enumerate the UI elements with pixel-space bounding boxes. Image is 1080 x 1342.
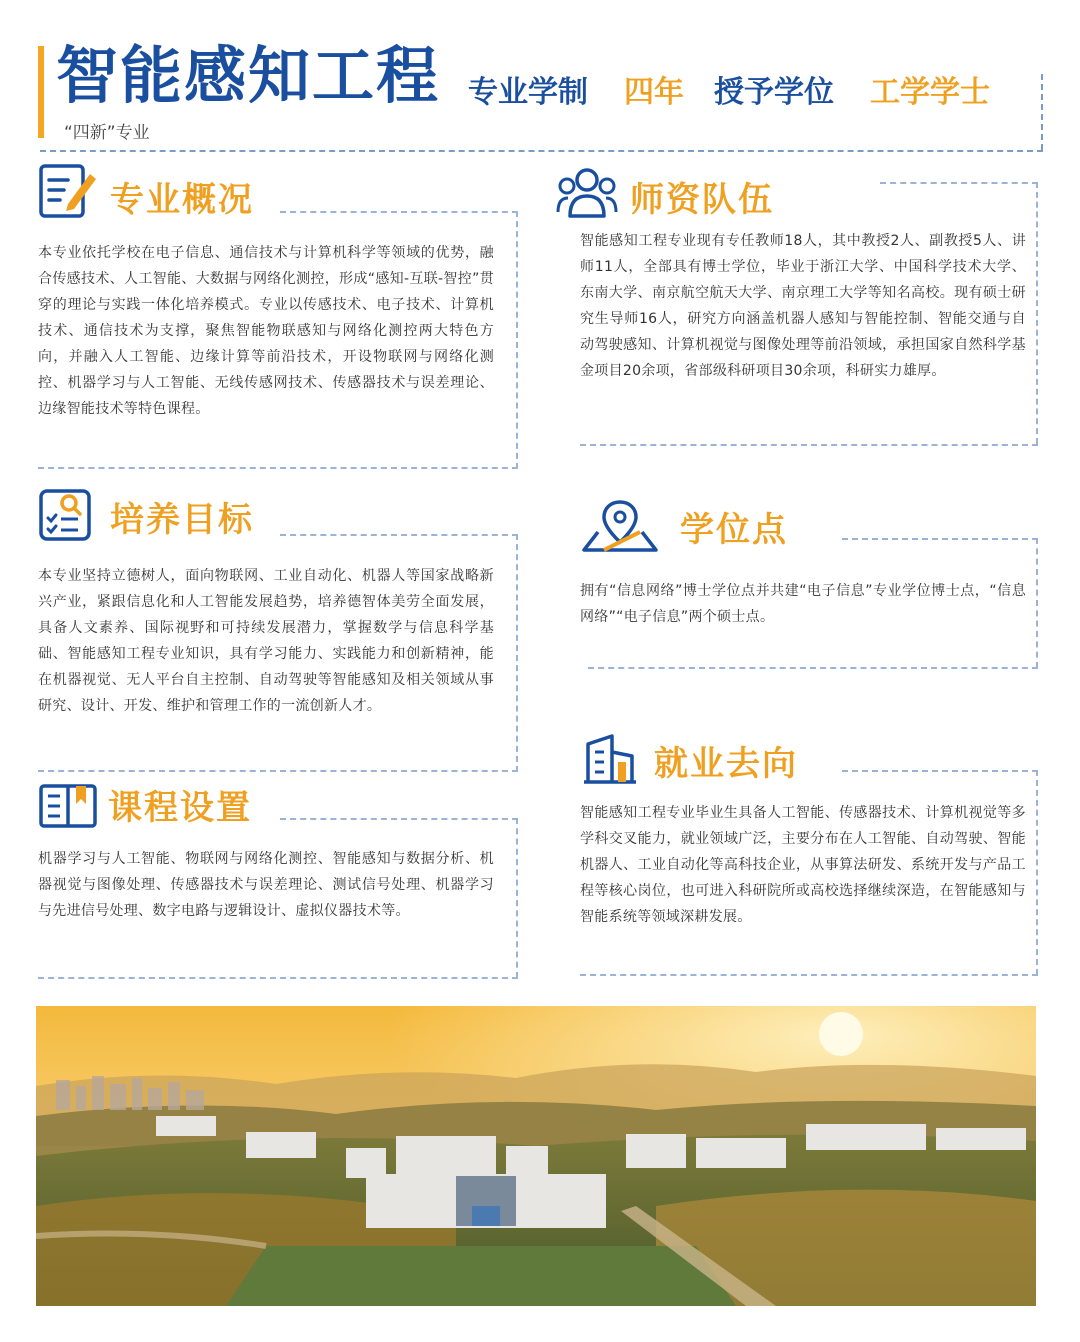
overview-border-right xyxy=(516,211,518,469)
goals-border-bottom xyxy=(38,770,518,772)
search-checklist-icon xyxy=(38,488,94,544)
faculty-border-bottom xyxy=(580,444,1038,446)
header-divider xyxy=(40,150,1043,152)
building-icon xyxy=(582,730,638,786)
courses-border-bottom xyxy=(38,977,518,979)
faculty-border-right xyxy=(1036,182,1038,444)
duration-label: 专业学制 xyxy=(468,75,588,110)
overview-border-bottom xyxy=(38,467,518,469)
degree-points-body: 拥有“信息网络”博士学位点并共建“电子信息”专业学位博士点，“信息网络”“电子信息”两个硕士点。 xyxy=(580,583,1026,625)
degree-label: 授予学位 xyxy=(714,75,834,110)
open-book-icon xyxy=(38,782,98,830)
faculty-body: 智能感知工程专业现有专任教师18人，其中教授2人、副教授5人、讲师11人，全部具有博士学位，毕业于浙江大学、中国科学技术大学、东南大学、南京航空航天大学、南京理工大学等知名高校。现有硕士研究生导师16人，研究方向涵盖机器人感知与智能控制、智能交通与自动驾驶感知、计算机视觉与图像处理等前沿领域，承担国家自然科学基金项目20余项，省部级科研项目30余项，科研实力雄厚。 xyxy=(580,233,1026,379)
careers-border-bottom xyxy=(580,974,1038,976)
goals-border-right xyxy=(516,534,518,772)
degree-points-title: 学位点 xyxy=(680,510,788,550)
degree-points-border-right xyxy=(1036,538,1038,668)
courses-divider xyxy=(280,818,518,820)
faculty-title: 师资队伍 xyxy=(630,180,774,220)
people-group-icon xyxy=(556,166,618,220)
courses-body: 机器学习与人工智能、物联网与网络化测控、智能感知与数据分析、机器视觉与图像处理、传感器技术与误差理论、测试信号处理、机器学习与先进信号处理、数字电路与逻辑设计、虚拟仪器技术等。 xyxy=(38,851,494,919)
overview-title: 专业概况 xyxy=(110,180,254,220)
title-accent-bar xyxy=(38,46,44,138)
degree-points-border-bottom xyxy=(588,667,1038,669)
overview-body: 本专业依托学校在电子信息、通信技术与计算机科学等领域的优势，融合传感技术、人工智能、大数据与网络化测控，形成“感知-互联-智控”贯穿的理论与实践一体化培养模式。专业以传感技术、电子技术、计算机技术、通信技术为支撑，聚焦智能物联感知与网络化测控两大特色方向，并融入人工智能、边缘计算等前沿技术，开设物联网与网络化测控、机器学习与人工智能、无线传感网技术、传感器技术与误差理论、边缘智能技术等特色课程。 xyxy=(38,245,494,417)
goals-body: 本专业坚持立德树人，面向物联网、工业自动化、机器人等国家战略新兴产业，紧跟信息化和人工智能发展趋势，培养德智体美劳全面发展，具备人文素养、国际视野和可持续发展潜力，掌握数学与信息科学基础、智能感知工程专业知识，具有学习能力、实践能力和创新精神，能在机器视觉、无人平台自主控制、自动驾驶等智能感知及相关领域从事研究、设计、开发、维护和管理工作的一流创新人才。 xyxy=(38,568,494,714)
map-pin-icon xyxy=(580,498,660,554)
careers-title: 就业去向 xyxy=(654,744,798,784)
overview-divider xyxy=(280,211,518,213)
careers-body: 智能感知工程专业毕业生具备人工智能、传感器技术、计算机视觉等多学科交叉能力，就业领域广泛，主要分布在人工智能、自动驾驶、智能机器人、工业自动化等高科技企业，从事算法研发、系统开发与产品工程等核心岗位，也可进入科研院所或高校选择继续深造，在智能感知与智能系统等领域深耕发展。 xyxy=(580,805,1026,925)
degree-points-divider xyxy=(842,538,1038,540)
campus-sunset-photo xyxy=(36,1006,1036,1306)
goals-divider xyxy=(280,534,518,536)
goals-title: 培养目标 xyxy=(110,500,254,540)
faculty-divider xyxy=(880,182,1038,184)
careers-divider xyxy=(842,770,1038,772)
courses-title: 课程设置 xyxy=(108,788,252,828)
page-title: 智能感知工程 xyxy=(56,39,441,112)
courses-border-right xyxy=(516,818,518,978)
edit-document-icon xyxy=(38,160,100,222)
header-divider-vertical xyxy=(1041,74,1043,150)
careers-border-right xyxy=(1036,770,1038,975)
degree-value: 工学学士 xyxy=(870,75,990,110)
page-subtitle: “四新”专业 xyxy=(64,123,150,143)
duration-value: 四年 xyxy=(624,75,684,110)
